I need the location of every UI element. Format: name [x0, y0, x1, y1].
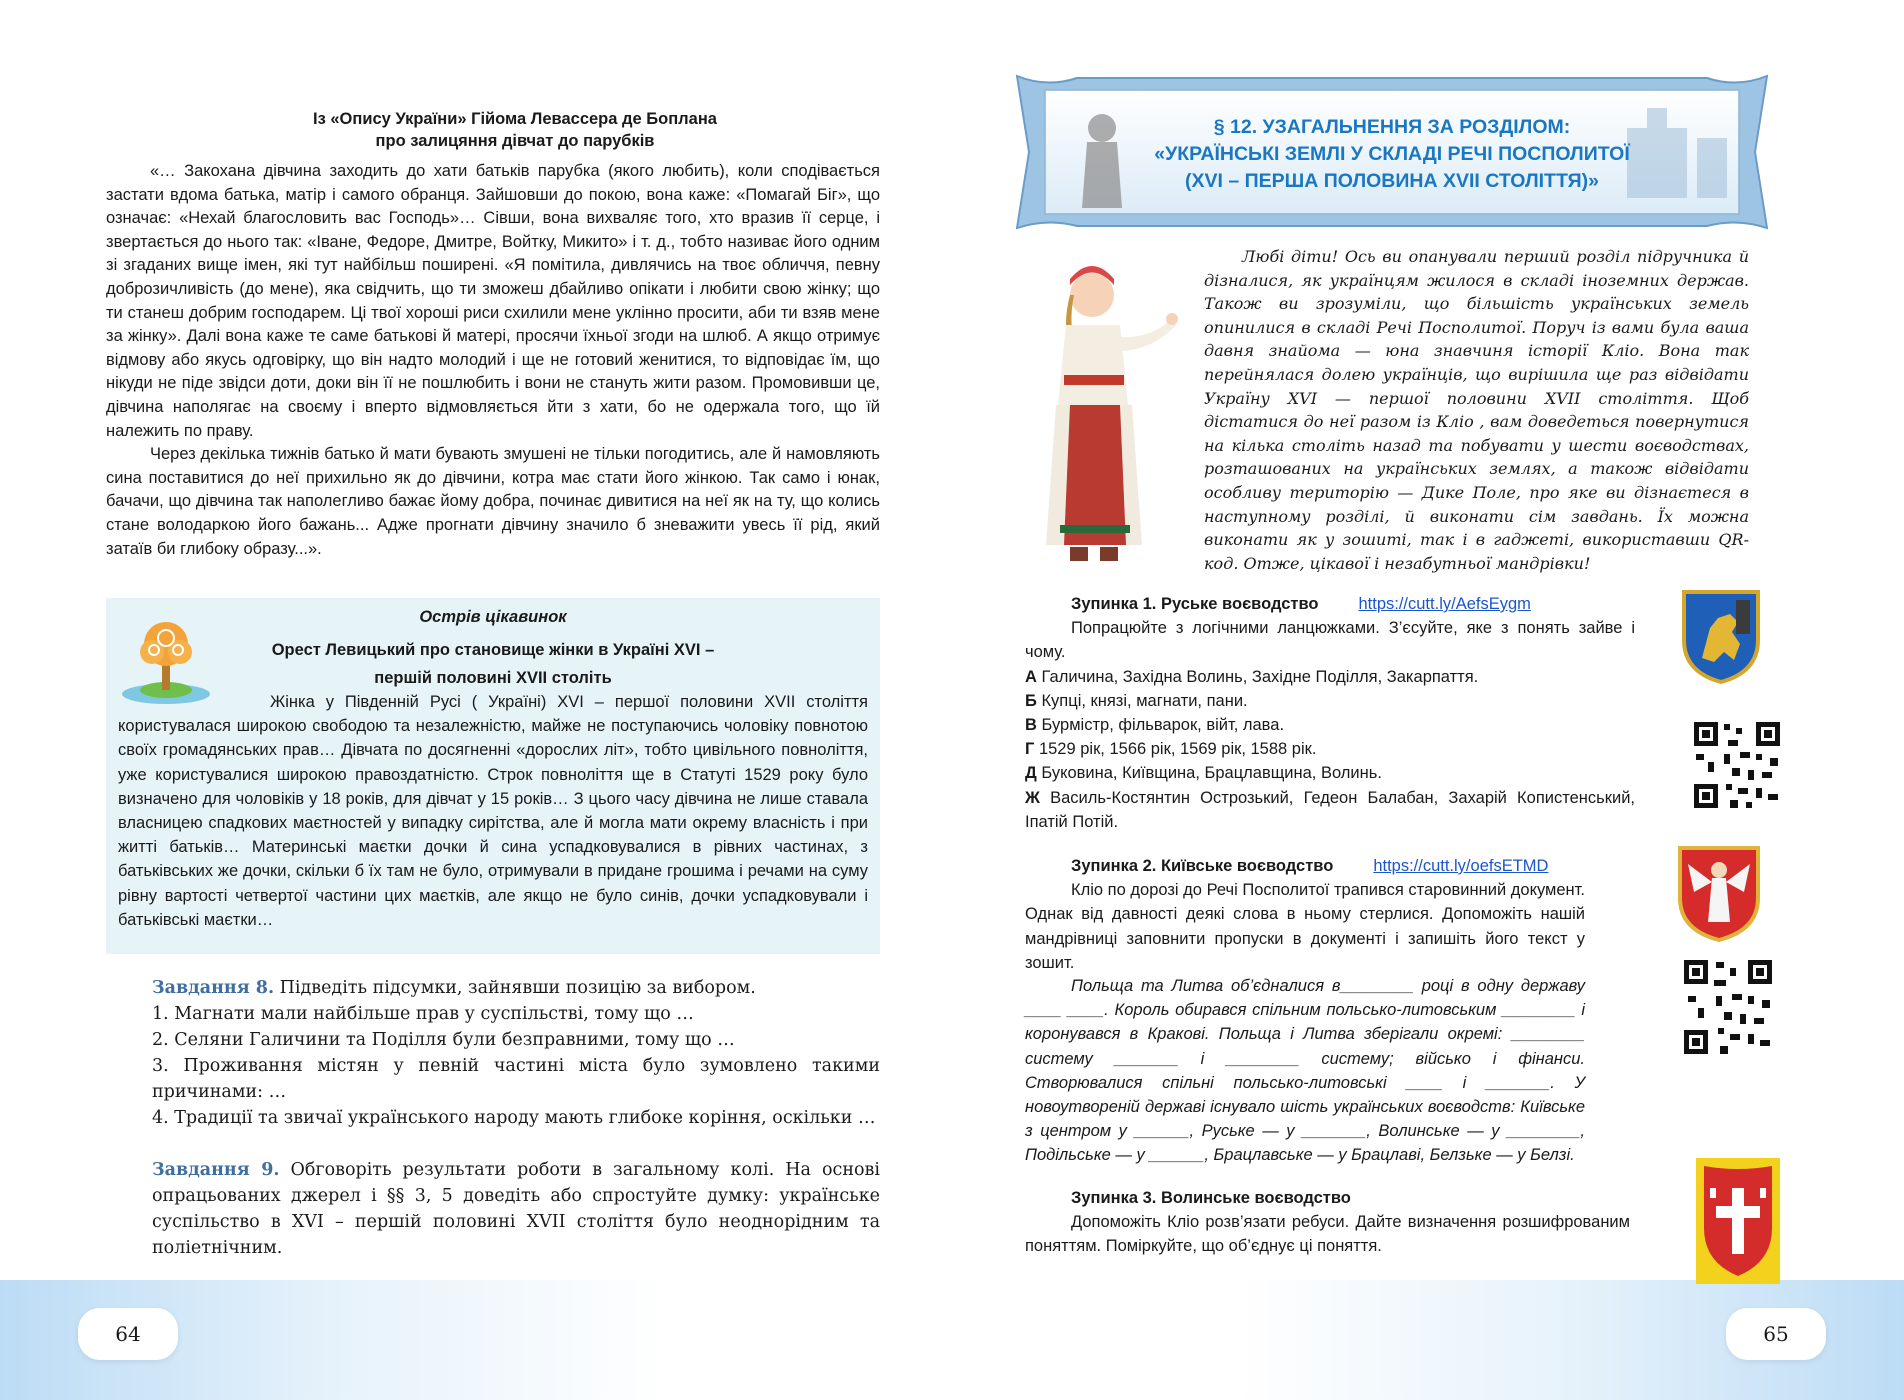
task-8 — [152, 975, 880, 1001]
source-paragraph: Через декілька тижнів батько й мати бувають змушені не тільки погодитись, але й намовляють сина поставитися до неї прихильно як до дівчини, котра має стати його жінкою. Так само і юнак, бачачи, що дівчина так наполегливо бажає йому добра, починає дивитися на неї як на ту, що колись стане володаркою його бажань... Адже прогнати дівчину значило б зневажити увесь її рід, який затаїв би глибоку образу...». — [106, 445, 880, 558]
task-8-item: 2. Селяни Галичини та Поділля були безправними, тому що … — [152, 1030, 735, 1050]
task-9-text: Обговоріть результати роботи в загальному колі. На основі опрацьованих джерел і §§ 3, 5 доведіть або спростуйте думку: українське суспільство в XVI – першій половині XVII століття було неоднорідним та поліетнічним. — [152, 1160, 880, 1258]
kyiv-voivodeship-coat-icon — [1674, 842, 1764, 942]
qr-code-icon[interactable] — [1690, 718, 1784, 812]
task-9-label: Завдання 9. — [152, 1160, 280, 1180]
page-number: 64 — [78, 1308, 178, 1360]
stop-1-item: Ж Василь-Костянтин Острозький, Гедеон Балабан, Захарій Копистенський, Іпатій Потій. — [1025, 788, 1635, 831]
page-number: 65 — [1726, 1308, 1826, 1360]
task-8-item: 3. Проживання містян у певній частині міста було зумовлено такими причинами: … — [152, 1056, 880, 1102]
stop-1-text: Попрацюйте з логічними ланцюжками. З’єсуйте, яке з понять зайве і чому. — [1025, 619, 1635, 662]
section-title-line3: (XVI – ПЕРША ПОЛОВИНА XVII СТОЛІТТЯ)» — [1185, 170, 1599, 192]
stop-1 — [1025, 592, 1635, 834]
stop-1-item: В Бурмістр, фільварок, війт, лава. — [1025, 716, 1285, 735]
stop-2-document-text: Польща та Литва об’єдналися в________ році в одну державу ____ ____. Король обирався спільним польсько-литовським ________ і коронувався в Кракові. Польща і Литва зберігали окремі: ________ систему _______ і ________ систему; військо і фінанси. Створювалися спільні польсько-литовські ____ і _______. У новоутвореній державі існувало шість українських воєводств: Київське з центром у ______, Руське — у _______, Волинське — у ________, Подільське — у ______, Брацлавське — у Брацлаві, Белзьке — у Белзі. — [1025, 977, 1585, 1165]
stop-3-title: Зупинка 3. Волинське воєводство — [1071, 1189, 1351, 1207]
stop-1-header — [1025, 592, 1635, 616]
stop-2-header — [1025, 854, 1635, 878]
task-9 — [152, 1157, 880, 1261]
section-banner — [1007, 68, 1777, 236]
stop-1-item: Б Купці, князі, магнати, пани. — [1025, 691, 1248, 710]
qr-code-icon[interactable] — [1680, 956, 1776, 1058]
stop-1-title: Зупинка 1. Руське воєводство — [1071, 595, 1319, 613]
intro-text: Любі діти! Ось ви опанували перший розділ підручника й дізналися, як українцям жилося в складі іноземних держав. Також ви зрозуміли, що більшість українських земель опинилися в складі Речі Посполитої. Поруч із вами була ваша давня знайома — юна знавчиня історії Кліо. Вона так перейнялася долею українців, що вирішила ще раз відвідати Україну XVI — першої половини XVII століття. Щоб дістатися до неї разом із Кліо , вам доведеться повернутися на кілька століть назад та побувати у шести воєводствах, розташованих на українських землях, а також відвідати особливу територію — Дике Поле, про яке ви дізнаєтеся в наступному розділі, й виконати сім завдань. Їх можна виконати як у зошиті, так і в гаджеті, використавши QR-код. Отже, цікавої і незабутньої мандрівки! — [1204, 247, 1749, 573]
right-page — [952, 0, 1904, 1400]
task-8-label: Завдання 8. — [152, 978, 275, 998]
stop-2-link[interactable]: https://cutt.ly/oefsETMD — [1373, 857, 1549, 875]
rus-voivodeship-coat-icon — [1680, 588, 1762, 684]
fact-heading: Острів цікавинок — [419, 608, 567, 626]
stop-1-link[interactable]: https://cutt.ly/AefsEygm — [1358, 595, 1531, 613]
section-title-line1: § 12. УЗАГАЛЬНЕННЯ ЗА РОЗДІЛОМ: — [1213, 116, 1571, 138]
fact-title-line2: першій половині XVII століть — [374, 669, 612, 687]
stop-1-item: Г 1529 рік, 1566 рік, 1569 рік, 1588 рік. — [1025, 740, 1317, 759]
stop-2-title: Зупинка 2. Київське воєводство — [1071, 857, 1334, 875]
stop-3-text: Допоможіть Кліо розв’язати ребуси. Дайте визначення розшифрованим поняттям. Поміркуйте, що об’єднує ці поняття. — [1025, 1213, 1630, 1256]
fact-body: Жінка у Південній Русі ( Україні) XVI – першої половини XVII століття користувалася широкою свободою та незалежністю, майже не поступаючись чоловіку повнотою своїх громадянських прав… Дівчата по досягненні «дорослих літ», тобто цивільного повноліття, уже користувалися широкою правоздатністю. Строк повноліття ще в Статуті 1529 року було визначено для чоловіків у 18 років, для дівчат у 15 років… З цього часу дівчина не лише ставала власницею спадкових маєтностей у випадку сирітства, але й могла мати окрему власність і при житті батьків… Материнські маєтки дочки й сина успадковувалися в рівних частинах, з батьківських же дочки, скільки б їх там не було, отримували в придане грошима і речами на суму рівну вартості четвертої частини цих маєтків, але якщо не було синів, дочки успадковували і батьківські маєтки… — [118, 693, 868, 929]
fact-title — [106, 636, 880, 692]
stop-1-item: Д Буковина, Київщина, Брацлавщина, Волинь. — [1025, 764, 1382, 783]
task-8-item: 4. Традиції та звичаї українського народу мають глибоке коріння, оскільки … — [152, 1108, 876, 1128]
tasks-section — [152, 975, 880, 1261]
source-title-line1: Із «Опису України» Гійома Левассера де Боплана — [313, 110, 717, 128]
stop-2 — [1025, 854, 1635, 975]
source-title-line2: про залицяння дівчат до парубків — [375, 132, 655, 150]
stop-3 — [1025, 1186, 1630, 1259]
task-8-text: Підведіть підсумки, зайнявши позицію за вибором. — [274, 978, 756, 998]
stop-2-text: Кліо по дорозі до Речі Посполитої трапився старовинний документ. Однак від давності деякі слова в ньому стерлися. Допоможіть нашій мандрівниці заповнити пропуски в документі і запишіть його текст у зошит. — [1025, 881, 1585, 972]
klio-girl-illustration — [1030, 255, 1180, 567]
section-title — [1102, 114, 1682, 195]
task-8-item: 1. Магнати мали найбільше прав у суспільстві, тому що … — [152, 1004, 694, 1024]
fact-box — [106, 598, 880, 954]
volyn-voivodeship-coat-icon — [1696, 1158, 1780, 1284]
section-title-line2: «УКРАЇНСЬКІ ЗЕМЛІ У СКЛАДІ РЕЧІ ПОСПОЛИТОЇ — [1154, 143, 1630, 165]
fact-text — [118, 690, 868, 932]
stop-2-document — [1025, 974, 1585, 1168]
fact-title-line1: Орест Левицький про становище жінки в Україні XVI – — [271, 641, 715, 659]
source-text — [106, 160, 880, 561]
source-title — [150, 108, 880, 152]
stop-1-item: А Галичина, Західна Волинь, Західне Поділля, Закарпаття. — [1025, 667, 1479, 686]
source-paragraph: «… Закохана дівчина заходить до хати батьків парубка (якого любить), коли сподівається застати вдома батька, матір і самого обранця. Зайшовши до покою, вона каже: «Помагай Біг», що означає: «Нехай благословить вас Господь»… Сівши, вона вихваляє того, хто вразив її серце, і звертається до нього так: «Іване, Федоре, Дмитре, Войтку, Микито» і т. д., тобто називає його одним зі згаданих вище імен, які тут найбільш поширені. «Я помітила, дивлячись на твоє обличчя, певну доброзичливість (до мене), яка свідчить, що ти зможеш дбайливо опікати і любити свою жінку; що ти станеш добрим господарем. Ці твої хороші риси схилили мене уклінно просити, аби ти взяв мене за жінку». Далі вона каже те саме батькові й матері, просячи їхньої згоди на шлюб. А якщо отримує відмову або якусь одговірку, що він надто молодий і ще не готовий женитися, то відповідає їм, що нікуди не піде звідси доти, доки він її не пошлюбить і вони не стануть жити разом. Промовивши це, дівчина наполягає на своєму і вперто відмовляється йти з хати, бо не одержала того, що їй належить по праву. — [106, 162, 880, 440]
